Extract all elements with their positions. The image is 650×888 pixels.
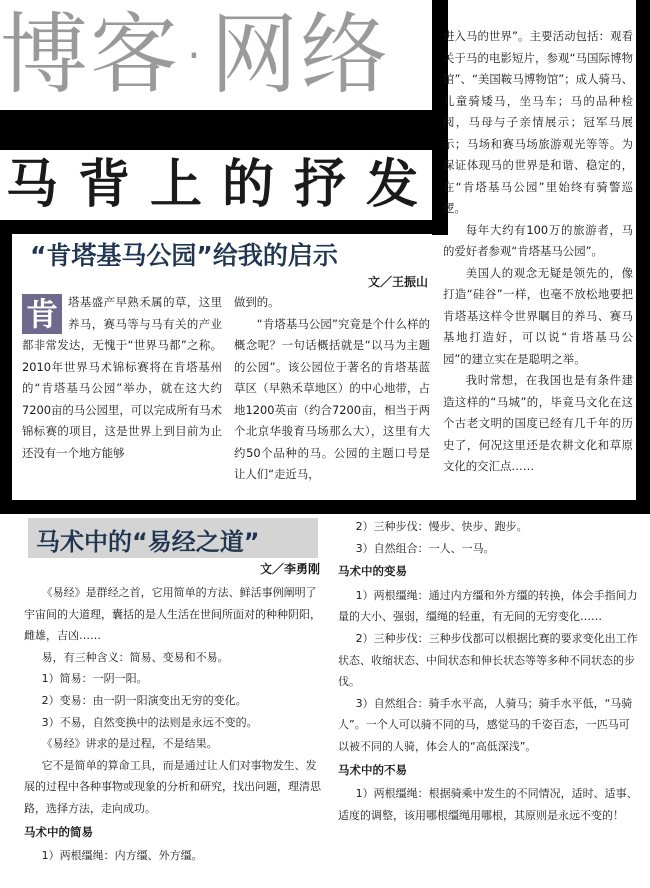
article2-left-7: 它不是简单的算命工具，而是通过让人们对事物发生、发展的过程中各种事物或现象的分析和研究，找出问题，理清思路，选择方法，走向成功。 [24,758,321,815]
article2-right-heading-2: 马术中的不易 [338,762,407,777]
article1-col3-para-3: 美国人的观念无疑是领先的，像打造“硅谷”一样，也毫不放松地要把肯塔基这样令世界瞩目的养马、赛马基地打造好，可以说“肯塔基马公园”的建立实在是聪明之举。 [443,265,633,366]
article2-left-5: 3）不易，自然变换中的法则是永远不变的。 [41,715,258,729]
article1-col1 [22,292,222,464]
article2-left-6: 《易经》讲求的是过程，不是结果。 [41,737,218,751]
article1-col2 [234,292,430,486]
article1-col2-para-2: “肯塔基马公园”究竟是个什么样的概念呢？一句话概括就是“以马为主题的公园”。该公园位于著名的肯塔基蓝草区（早熟禾草地区）的中心地带，占地1200英亩（约合7200亩，相当于两个北京华骏育马场那么大），这里有大约50个品种的马。公园的主题口号是让人们“走近马， [234,316,430,481]
article1-byline: 文／王振山 [367,275,428,289]
article1-col2-para-1: 做到的。 [234,295,280,309]
article2-left [24,582,326,867]
article2-right [338,516,638,826]
article2-right-4: 1）两根缰绳：通过内方缰和外方缰的转换，体会手指间力量的大小、强弱，缰绳的轻重，有无间的无穷变化…… [338,588,638,624]
black-frame-mid [0,220,432,234]
article2-byline: 文／李勇刚 [259,562,320,576]
masthead: 博客·网络 [0,3,390,106]
article2-left-3: 1）简易：一阴一阳。 [41,672,148,686]
article1-col3-para-4: 我时常想，在我国也是有条件建造这样的“马城”的，毕竟马文化在这个古老文明的国度已经有几千年的历史了，何况这里还是农耕文化和草原文化的交汇点…… [443,373,633,473]
article2-right-5: 2）三种步伐：三种步伐都可以根据比赛的要求变化出工作状态、收缩状态、中间状态和伸长状态等等多种不同状态的步伐。 [338,631,638,689]
article2-left-4: 2）变易：由一阴一阳演变出无穷的变化。 [41,693,247,707]
black-frame-bottom [0,500,650,514]
article2-left-1: 《易经》是群经之首，它用简单的方法、鲜活事例阐明了宇宙间的大道理，囊括的是人生活在世间所面对的种种阴阳，雌雄，吉凶…… [24,586,321,643]
article1-col1-text: 塔基盛产早熟禾属的草，这里养马，赛马等与马有关的产业都非常发达，无愧于“世界马都”之称。2010年世界马术锦标赛将在肯塔基州的“肯塔基马公园”举办，就在这大约7200亩的马公园里，可以完成所有马术锦标赛的项目，这是世界上到目前为止还没有一个地方能够 [22,295,222,460]
article2-left-heading: 马术中的简易 [24,824,93,839]
article2-right-1: 2）三种步伐：慢步、快步、跑步。 [355,520,528,533]
article2-right-8: 1）两根缰绳：根据骑乘中发生的不同情况，适时、适事、适度的调整，该用哪根缰绳用哪根，其原则是永远不变的！ [338,787,638,822]
black-frame-top [0,110,432,150]
article2-right-heading-1: 马术中的变易 [338,564,407,579]
article2-left-2: 易，有三种含义：简易、变易和不易。 [41,650,229,664]
dropcap: 肯 [22,294,62,334]
article1-col3-para-1: 进入马的世界”。主要活动包括：观看关于马的电影短片，参观“马国际博物馆”、“美国鞍马博物馆”；成人骑马、儿童骑矮马，坐马车；马的品种检阅，马母与子亲情展示；冠军马展示；马场和赛马场旅游观光等等。为保证体现马的世界是和谐、稳定的，在“肯塔基马公园”里始终有骑警巡逻。 [443,29,633,215]
black-frame-right-col [636,0,650,514]
article2-title: 马术中的“易经之道” [36,528,260,556]
headline: 马背上的抒发 [0,150,432,220]
black-frame-left-stripe [0,234,12,504]
article1-col3-para-2: 每年大约有100万的旅游者，马的爱好者参观“肯塔基马公园”。 [443,222,633,258]
article2-right-2: 3）自然组合：一人、一马。 [355,541,495,555]
article2-left-9: 1）两根缰绳：内方缰、外方缰。 [41,849,203,863]
article1-col3 [443,26,633,478]
article1-title: “肯塔基马公园”给我的启示 [30,241,338,270]
article2-right-6: 3）自然组合：骑手水平高，人骑马；骑手水平低，“马骑人”。一个人可以骑不同的马，感觉马的千姿百态，一匹马可以被不同的人骑，体会人的“高低深浅”。 [338,696,633,753]
